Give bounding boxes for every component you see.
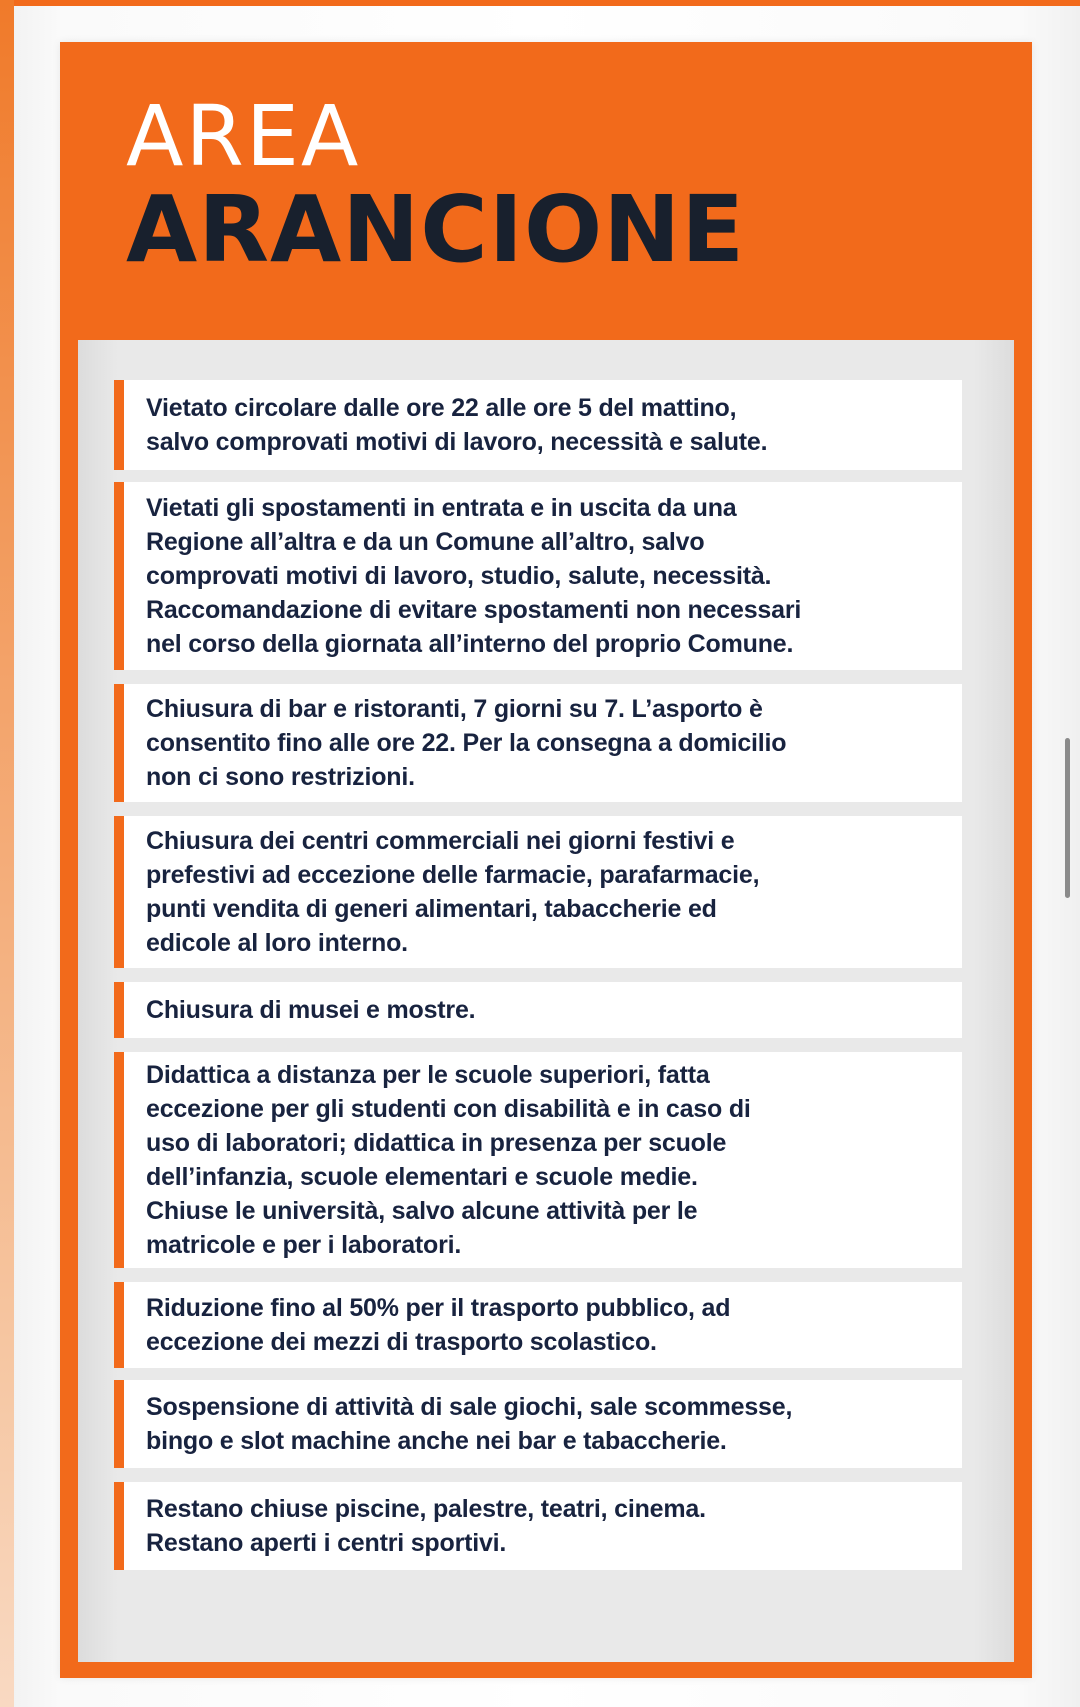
rules-panel — [78, 340, 1014, 1662]
title-area: AREA — [126, 87, 361, 185]
rule-accent-bar — [114, 1052, 124, 1268]
rule-text: Riduzione fino al 50% per il trasporto pubblico, ad eccezione dei mezzi di trasporto scolastico. — [146, 1294, 731, 1356]
rule-text: Vietati gli spostamenti in entrata e in uscita da una Regione all’altra e da un Comune all’altro, salvo comprovati motivi di lavoro, studio, salute, necessità. Raccomandazione di evitare spostamenti non necessari nel corso della giornata all’interno del proprio Comune. — [146, 494, 802, 658]
rule-accent-bar — [114, 684, 124, 802]
card-title — [126, 87, 746, 283]
rule-item-schools — [114, 1052, 962, 1268]
rule-item-curfew — [114, 380, 962, 470]
rule-item-travel — [114, 482, 962, 670]
rule-accent-bar — [114, 380, 124, 470]
title-arancione: ARANCIONE — [126, 176, 746, 283]
rule-accent-bar — [114, 1380, 124, 1468]
rule-accent-bar — [114, 1482, 124, 1570]
rule-accent-bar — [114, 482, 124, 670]
rule-accent-bar — [114, 982, 124, 1038]
rule-text: Restano chiuse piscine, palestre, teatri, cinema. Restano aperti i centri sportivi. — [146, 1495, 706, 1557]
scrollbar-thumb[interactable] — [1065, 738, 1070, 898]
rule-text: Didattica a distanza per le scuole superiori, fatta eccezione per gli studenti con disabilità e in caso di uso di laboratori; didattica in presenza per scuole dell’infanzia, scuole elementari e scuole medie. Chiuse le università, salvo alcune attività per le matricole e per i laboratori. — [146, 1061, 751, 1259]
rule-text: Chiusura di bar e ristoranti, 7 giorni su 7. L’asporto è consentito fino alle ore 22. Per la consegna a domicilio non ci sono restrizioni. — [146, 695, 787, 791]
top-border — [0, 0, 1080, 6]
rule-item-shopping-centers — [114, 816, 962, 968]
orange-area-card — [60, 42, 1032, 1678]
rule-accent-bar — [114, 816, 124, 968]
rule-item-public-transport — [114, 1282, 962, 1368]
rule-item-bars-restaurants — [114, 684, 962, 802]
rule-text: Vietato circolare dalle ore 22 alle ore 5 del mattino, salvo comprovati motivi di lavoro, necessità e salute. — [146, 394, 768, 456]
rule-text: Chiusura di musei e mostre. — [146, 996, 476, 1024]
rule-item-sports — [114, 1482, 962, 1570]
rule-item-museums — [114, 982, 962, 1038]
rule-text: Sospensione di attività di sale giochi, sale scommesse, bingo e slot machine anche nei bar e tabaccherie. — [146, 1393, 793, 1455]
rule-accent-bar — [114, 1282, 124, 1368]
rule-item-gaming — [114, 1380, 962, 1468]
rule-text: Chiusura dei centri commerciali nei giorni festivi e prefestivi ad eccezione delle farmacie, parafarmacie, punti vendita di generi alimentari, tabaccherie ed edicole al loro interno. — [146, 827, 760, 957]
left-border — [0, 0, 14, 1707]
